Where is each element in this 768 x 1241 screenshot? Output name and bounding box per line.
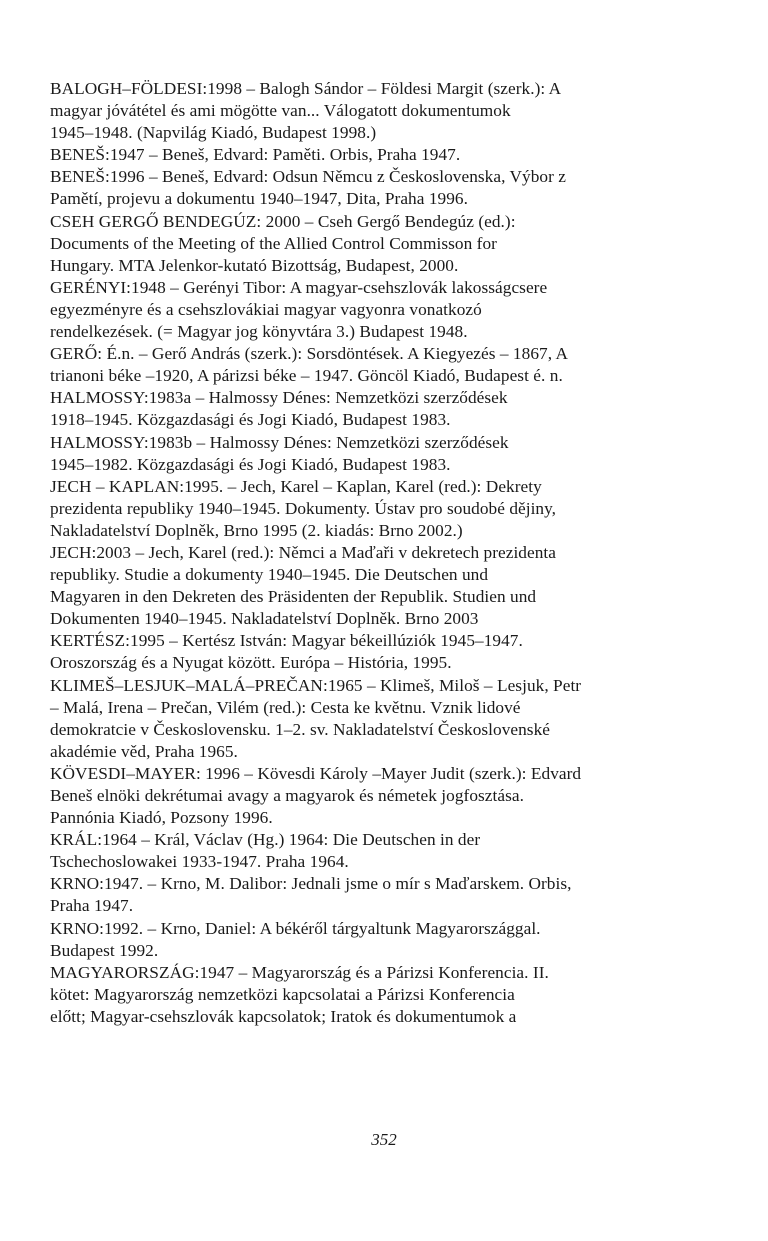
bibliography-entry [50, 630, 730, 674]
entry-line: Magyaren in den Dekreten des Präsidenten der Republik. Studien und [50, 587, 537, 607]
entry-line: KRNO:1947. – Krno, M. Dalibor: Jednali jsme o mír s Maďarskem. Orbis, [50, 874, 572, 894]
entry-line: előtt; Magyar-csehszlovák kapcsolatok; Iratok és dokumentumok a [50, 1006, 517, 1026]
bibliography-entry [50, 78, 730, 144]
entry-line: rendelkezések. (= Magyar jog könyvtára 3.) Budapest 1948. [50, 322, 468, 342]
bibliography-entry [50, 166, 730, 210]
bibliography-entry [50, 918, 730, 962]
entry-line: prezidenta republiky 1940–1945. Dokumenty. Ústav pro soudobé dějiny, [50, 498, 557, 518]
entry-line: Documents of the Meeting of the Allied Control Commisson for [50, 233, 497, 253]
entry-line: Pamětí, projevu a dokumentu 1940–1947, Dita, Praha 1996. [50, 189, 468, 209]
entry-line: KLIMEŠ–LESJUK–MALÁ–PREČAN:1965 – Klimeš, Miloš – Lesjuk, Petr [50, 675, 582, 695]
entry-line: Nakladatelství Doplněk, Brno 1995 (2. kiadás: Brno 2002.) [50, 520, 463, 540]
entry-line: Budapest 1992. [50, 940, 159, 960]
entry-line: Oroszország és a Nyugat között. Európa – História, 1995. [50, 653, 452, 673]
bibliography-list [50, 78, 730, 1028]
entry-line: BENEŠ:1996 – Beneš, Edvard: Odsun Němcu z Československa, Výbor z [50, 167, 567, 187]
entry-line: 1945–1982. Közgazdasági és Jogi Kiadó, Budapest 1983. [50, 454, 451, 474]
bibliography-entry [50, 144, 730, 166]
bibliography-entry [50, 476, 730, 542]
entry-line: BENEŠ:1947 – Beneš, Edvard: Paměti. Orbis, Praha 1947. [50, 145, 461, 165]
entry-line: GERÉNYI:1948 – Gerényi Tibor: A magyar-csehszlovák lakosságcsere [50, 277, 548, 297]
bibliography-entry [50, 343, 730, 387]
entry-line: Hungary. MTA Jelenkor-kutató Bizottság, Budapest, 2000. [50, 255, 459, 275]
entry-line: KÖVESDI–MAYER: 1996 – Kövesdi Károly –Mayer Judit (szerk.): Edvard [50, 763, 582, 783]
bibliography-entry [50, 962, 730, 1028]
entry-line: Tschechoslowakei 1933-1947. Praha 1964. [50, 852, 349, 872]
entry-line: 1945–1948. (Napvilág Kiadó, Budapest 1998.) [50, 123, 377, 143]
entry-line: GERŐ: É.n. – Gerő András (szerk.): Sorsdöntések. A Kiegyezés – 1867, A [50, 344, 569, 364]
bibliography-entry [50, 432, 730, 476]
entry-line: JECH:2003 – Jech, Karel (red.): Němci a Maďaři v dekretech prezidenta [50, 542, 556, 562]
entry-line: HALMOSSY:1983a – Halmossy Dénes: Nemzetközi szerződések [50, 388, 508, 408]
entry-line: KERTÉSZ:1995 – Kertész István: Magyar békeillúziók 1945–1947. [50, 631, 523, 651]
bibliography-entry [50, 829, 730, 873]
entry-line: HALMOSSY:1983b – Halmossy Dénes: Nemzetközi szerződések [50, 432, 509, 452]
bibliography-entry [50, 277, 730, 343]
bibliography-entry [50, 387, 730, 431]
entry-line: KRNO:1992. – Krno, Daniel: A békéről tárgyaltunk Magyarországgal. [50, 918, 541, 938]
entry-line: BALOGH–FÖLDESI:1998 – Balogh Sándor – Földesi Margit (szerk.): A [50, 79, 562, 98]
entry-line: Beneš elnöki dekrétumai avagy a magyarok és németek jogfosztása. [50, 786, 524, 805]
entry-line: KRÁL:1964 – Král, Václav (Hg.) 1964: Die Deutschen in der [50, 830, 481, 850]
page-number: 352 [371, 1130, 397, 1149]
entry-line: trianoni béke –1920, A párizsi béke – 1947. Göncöl Kiadó, Budapest é. n. [50, 366, 563, 386]
entry-line: demokratcie v Československu. 1–2. sv. Nakladatelství Československé [50, 719, 550, 739]
entry-line: MAGYARORSZÁG:1947 – Magyarország és a Párizsi Konferencia. II. [50, 962, 549, 982]
entry-line: egyezményre és a csehszlovákiai magyar vagyonra vonatkozó [50, 299, 482, 319]
entry-line: magyar jóvátétel és ami mögötte van... Válogatott dokumentumok [50, 101, 511, 121]
entry-line: 1918–1945. Közgazdasági és Jogi Kiadó, Budapest 1983. [50, 410, 451, 430]
entry-line: – Malá, Irena – Prečan, Vilém (red.): Cesta ke květnu. Vznik lidové [50, 697, 521, 717]
entry-line: CSEH GERGŐ BENDEGÚZ: 2000 – Cseh Gergő Bendegúz (ed.): [50, 211, 516, 231]
bibliography-entry [50, 542, 730, 630]
entry-line: republiky. Studie a dokumenty 1940–1945. Die Deutschen und [50, 565, 489, 585]
entry-line: Dokumenten 1940–1945. Nakladatelství Doplněk. Brno 2003 [50, 609, 479, 629]
bibliography-entry [50, 211, 730, 277]
entry-line: JECH – KAPLAN:1995. – Jech, Karel – Kaplan, Karel (red.): Dekrety [50, 476, 542, 496]
bibliography-entry [50, 873, 730, 917]
entry-line: Praha 1947. [50, 896, 134, 916]
bibliography-entry [50, 675, 730, 763]
entry-line: kötet: Magyarország nemzetközi kapcsolatai a Párizsi Konferencia [50, 984, 515, 1004]
bibliography-entry [50, 763, 730, 829]
entry-line: Pannónia Kiadó, Pozsony 1996. [50, 808, 273, 828]
entry-line: akadémie věd, Praha 1965. [50, 741, 238, 761]
